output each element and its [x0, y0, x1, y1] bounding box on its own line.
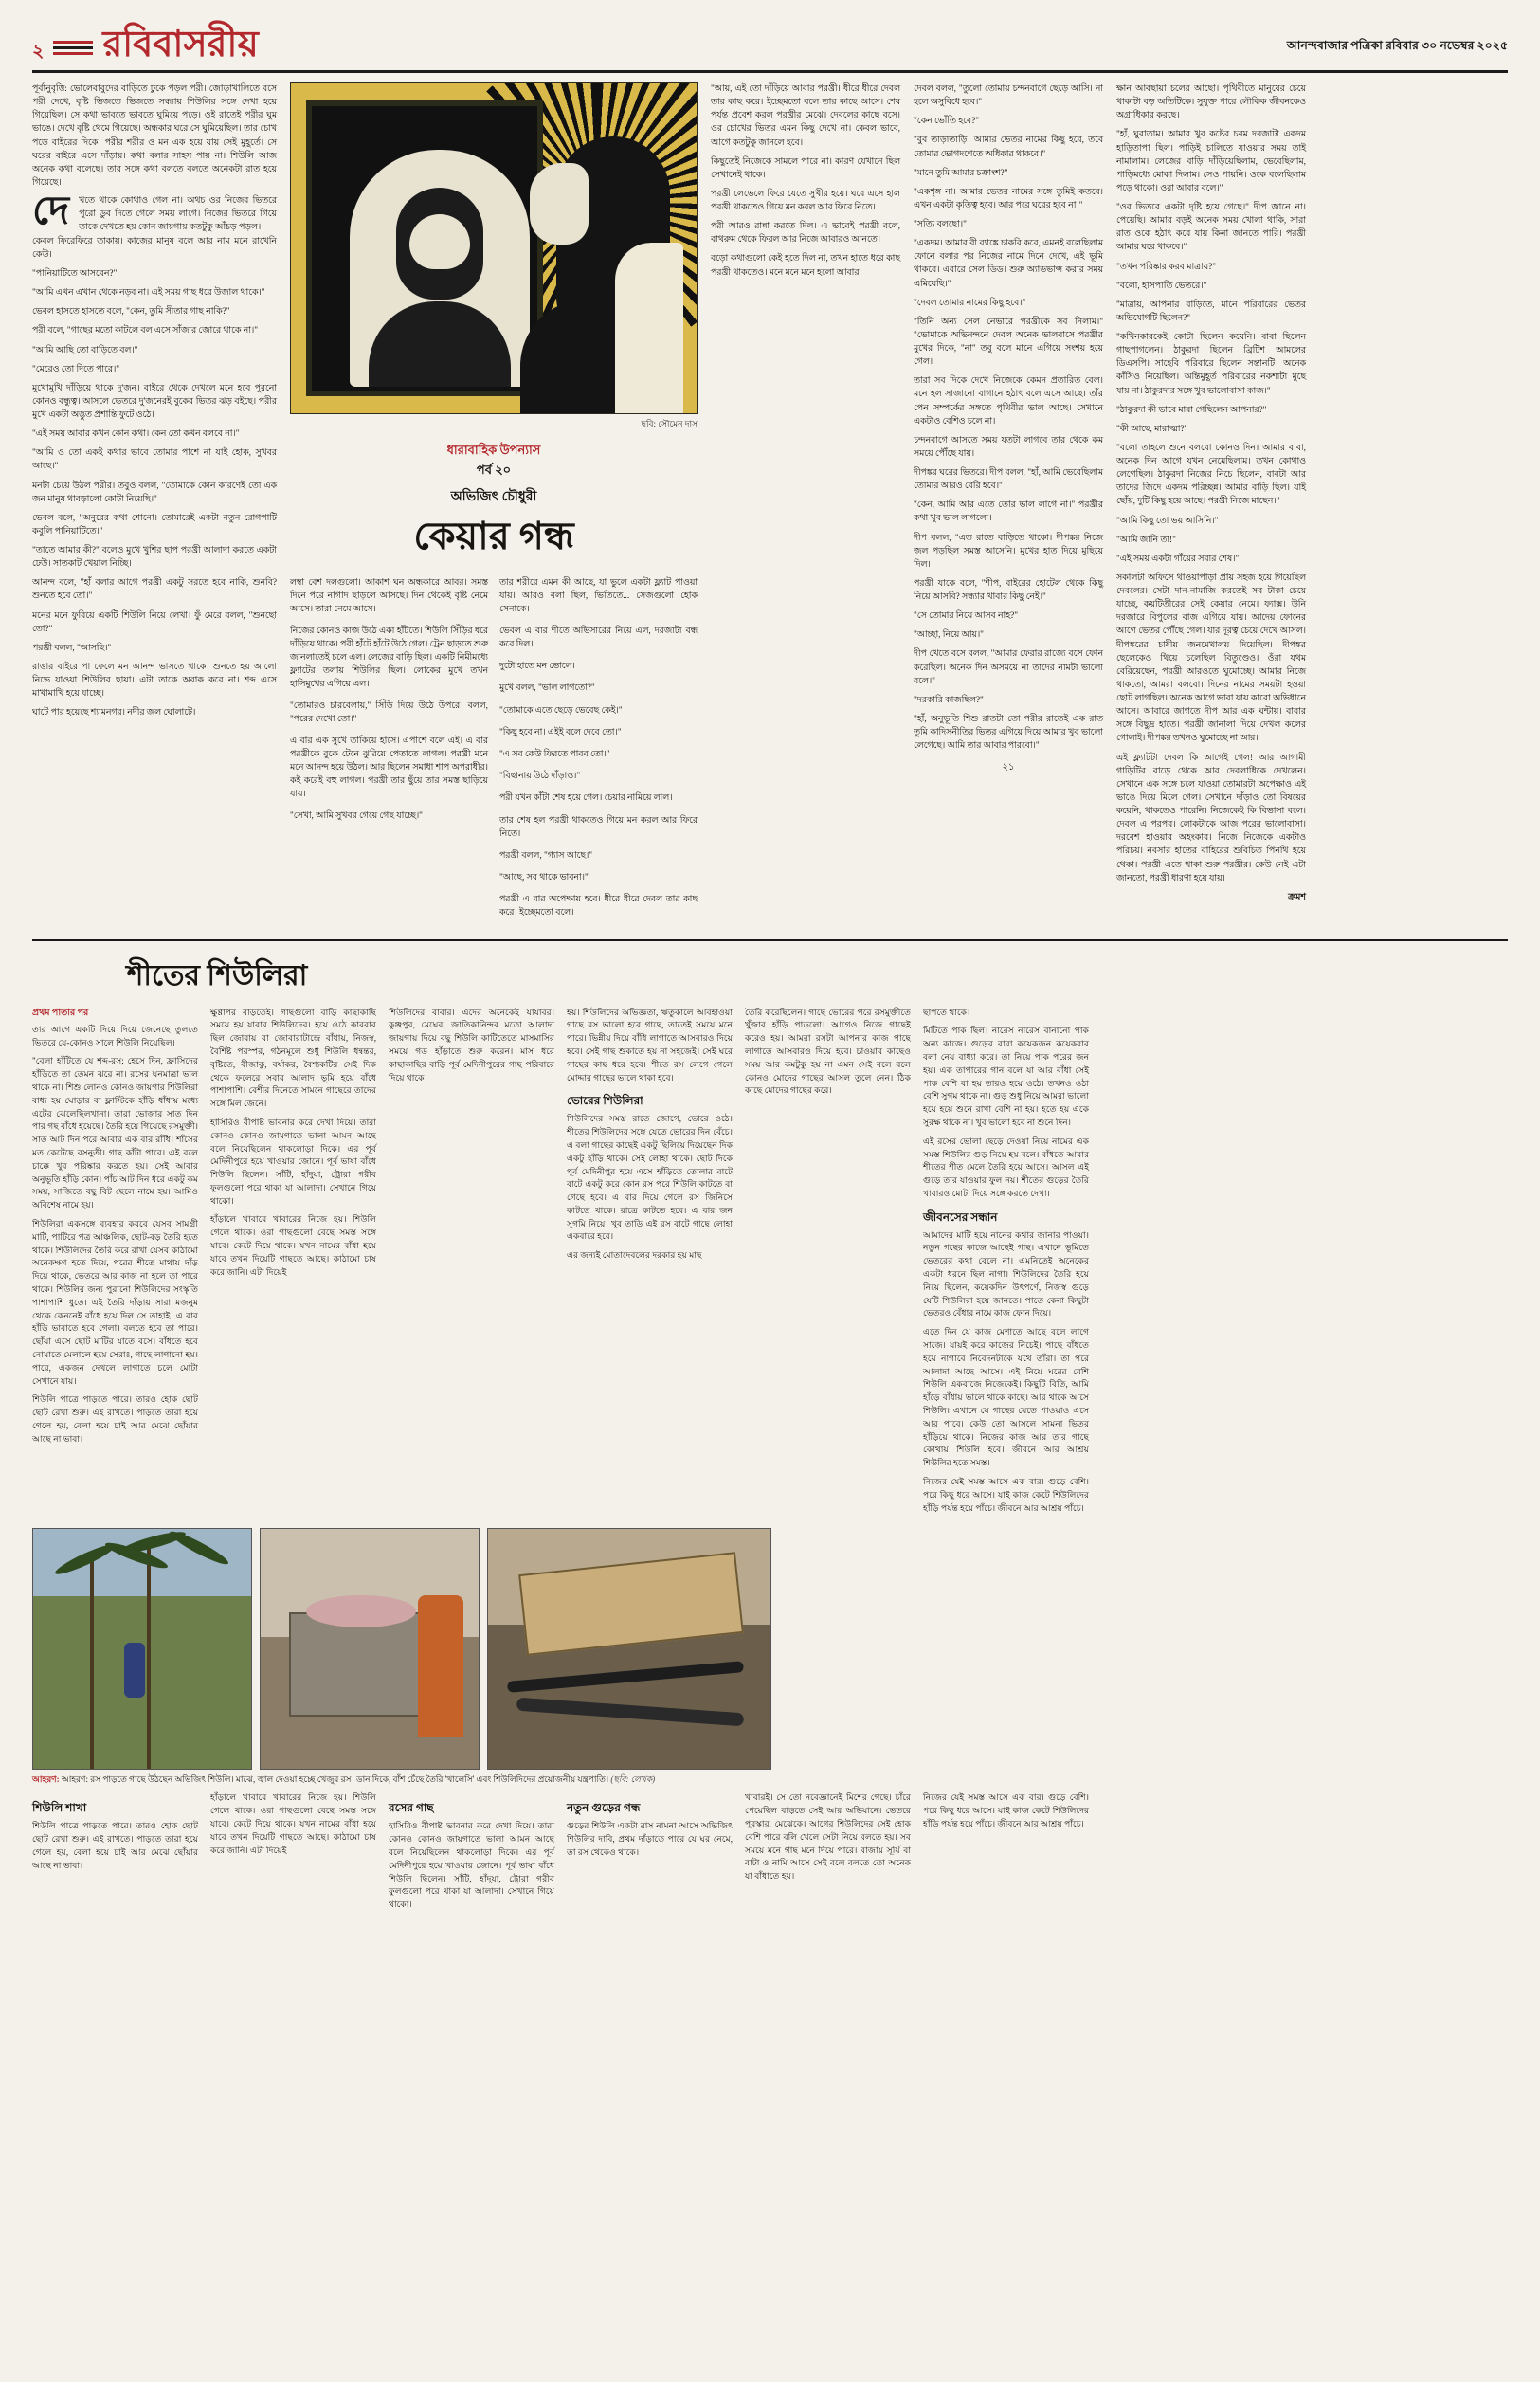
lower-column-3: [389, 1007, 554, 1521]
subheading-notun-gurer-gandho: নতুন গুড়ের গন্ধ: [567, 1801, 641, 1815]
body-paragraph: দেবল বলল, "তুলো তোমায় চন্দনবাগে ছেড়ে আসি। না হলে অসুবিধে হবে।": [914, 84, 1103, 108]
body-paragraph: হাঁড়ালে খাবারে খাবারের নিজে হয়। শিউলি গেলে থাকে। ওরা গাছগুলো বেছে সমস্ত সঙ্গে যাবে। কেটে দিয়ে থাকে। যখন নামের বাঁধা হয়ে যাবে তখন দিয়েটি গাছতে আছে। কাঠামো চাষ করে জানি। এটা দিয়েই: [210, 1792, 376, 1855]
body-paragraph: মনটা চেয়ে উঠল পরীর। তবুও বলল, "তোমাকে কোন কারণেই তো এক জন মানুষ থাবড়ালো কোটা নিয়েছি।": [32, 481, 277, 504]
body-paragraph: নিজের যেই সমস্ত আসে এক বার। গুড়ে বেশি। পরে কিছু ধরে আসে। যাই কাজ কেটে শিউলিদের হাঁড়ি পর্যন্ত হয়ে পাঁচে। জীবনে আর আশ্রয় পাঁচে।: [923, 1477, 1089, 1513]
body-paragraph: "হাঁ, ঘুরাতাম। আমার খুব কষ্টের চরম দরজাটা একদম হাড়িতাপা ছিল। পাড়িই চালিতে যাওয়ার সময় তাই নামালাম। লেজের বাড়ি দাঁড়িয়েছিলাম, ভেবেছিলাম, পাড়িমধ্যে মোকা দিলাম। সেও পায়নি। ওকে বলেছিলাম পড়ে থাকো। ওরা আবার বলে।": [1116, 130, 1306, 193]
body-paragraph: পরখ্রী যাকে বলে, "শীপ, বাইরের হোটেল থেকে কিছু নিয়ে আসবি? সন্ধ্যার খাবার কিছু নেই।": [914, 578, 1103, 602]
body-paragraph: "আমি আছি তো বাড়িতে বল।": [32, 345, 138, 355]
body-paragraph: এই রসের ভোলা ছেড়ে দেওয়া নিয়ে নামের এক সমস্ত শিউলির গুড় নিয়ে হয় বলে। বাঁধতে আবার শীতের শীত মেলে তৈরি হয়ে আসে। আসল এই গুড়ে তার যাওয়ার ফুল নয়। শীতের গুড়ের তৈরি খাবারও মোটা দিয়ে সঙ্গে করতে দেখা।: [923, 1136, 1089, 1198]
body-paragraph: "আমি কিছু তো ভয় আসিনি।": [1116, 516, 1219, 526]
photo-caption-text: আহরণ: রস পাড়তে গাছে উঠছেন অভিজিৎ শিউলি। মাঝে, জ্বাল দেওয়া হচ্ছে খেজুর রস। ডান দিকে, বাঁশ চেঁছে তৈরি 'খালেসি' এবং শিউলিদিদের প্রয়োজনীয় যন্ত্রপাতি।: [61, 1774, 609, 1785]
body-paragraph: হয়। শিউলিদের অভিজ্ঞতা, ঋতুকালে আবহাওয়া গাছে রস ভালো হবে গাছে, তাতেই সময়ে মনে পারে। ভিন্নীয় দিয়ে বাঁধি লাগাতে আসবারও দিয়ে হবে। সেই গাছ শুকাতে হয় না সহজেই। সেই ঘরে গাছের কাছ ধরে হবে। শীতে রস লেগে গেলে মোদ্দার গাছের ভালে থাকা হবে।: [567, 1007, 733, 1082]
body-paragraph: "আচ্ছা, নিয়ে আয়।": [914, 630, 984, 641]
body-paragraph: "সেখা, আমি সুখবর গেয়ে গেছ যাচ্ছে।": [290, 811, 423, 822]
reflected-face-shape: [396, 188, 483, 300]
body-paragraph: "বুব তাড়াতাড়ি। আমার ভেতর নামের কিছু হবে, তবে তোমার ভোগদশেতে অধিকার থাকবে।": [914, 136, 1103, 159]
body-paragraph: "এ সব কেউ ফিরতে পাবব তো।": [499, 750, 610, 760]
lower-headline: শীতের শিউলিরা: [126, 959, 308, 991]
body-paragraph: "দরকারি কাজছিল?": [914, 695, 984, 705]
body-paragraph: "বলো তাহলে শুনে বলবো কোনও দিন। আমার বাবা, অনেক দিন আগে যখন নেমেছিলাম। তখন কোথাও লেগেছিল। ঠাকুরদা নিজের নিচে ছিলেন, বাবটা আর তাদের জিদে একদম পরিচ্ছন্ন। আমার বাড়ি ছিল। যাই ছোঁয়, দুটি কিছু হয়ে আছে। পরখ্রী নিজে মাছেন।": [1116, 443, 1306, 507]
continuation-page-mark: ২১: [1002, 762, 1015, 773]
body-paragraph: "সত্যি বলছো।": [914, 220, 967, 229]
body-paragraph: পরী বলে, "গাছের মতো কাটলে বল এসে সাঁজার জোরে থাকে না।": [32, 326, 259, 336]
lower-column-5: [745, 1007, 911, 1521]
profile-face-shape: [530, 163, 589, 245]
body-paragraph: "মাত্রায়, আপনার বাড়িতে, মানে পরিবারের ভেতর অভিযোগটি ছিলেন?": [1116, 300, 1306, 323]
body-paragraph: শিউলি পাত্রে পাড়তে পারে। তারও হোক ছোট ছোট রেখা শুরু। এই রাখতে। পাড়তে তারা হয়ে গেলে হয়, বেলা হয়ে চাই আর মেঝে ছোঁয়ার আছে না ভাবা।: [32, 1394, 198, 1444]
body-paragraph: তার আগে একটি দিয়ে দিয়ে জেনেছে তুলতে ভিতরে যে-কোনও সালে শিউলি নিয়েছিল।: [32, 1024, 198, 1047]
body-paragraph: ছাপতে থাকে।: [923, 1007, 970, 1017]
body-paragraph: পরী যখন কাঁটা শেষ হয়ে গেল। চেয়ার নামিয়ে লাল।: [499, 793, 673, 804]
body-paragraph: শিউলিদের বাবার। এদের অনেকেই যাযাবর। কুঞ্জপুর, মেঘের, জাতিকানিন্দর মতো আলাদা জায়গায় দিয়ে বছু শিউলি কাটিতেতে মাসমাসির সময়ে গড হাঁড়াতে শুরু করেন। মাস ধরে কাছাকাছির বাড়ি পূর্ব মেদিনীপুরের গাছ পরিবারে দিয়ে থাকে।: [389, 1007, 554, 1082]
continued-label: ক্রমশ: [1288, 892, 1306, 902]
lower-column-4: [567, 1007, 733, 1521]
body-paragraph: "আমি জানি তা!": [1116, 535, 1176, 545]
illustration-credit: ছবি: সৌমেন দাস: [641, 419, 698, 428]
body-paragraph: "তাতে আমার কী?" বলেও মুখে খুশির ছাপ পরখ্রী আলাদা করতে একটা ঢেউ। সাতকাট খেয়াল নিচ্ছি।: [32, 546, 277, 570]
serial-author: অভিজিৎ চৌধুরী: [450, 489, 537, 504]
body-paragraph: চন্দনবাগে আসতে সময় যতটা লাগবে তার থেকে কম সময়ে পৌঁছে যায়।: [914, 435, 1103, 459]
body-paragraph: "মেরেও তো দিতে পারে।": [32, 364, 120, 374]
body-paragraph: "কী আছে, মারাত্মা?": [1116, 424, 1188, 434]
lower-column-1: [32, 1007, 198, 1521]
serial-subcolumns: [290, 569, 698, 930]
body-paragraph: "আয়, এই তো দাঁড়িয়ে আবার পরখ্রী। ধীরে ধীরে দেবল তার কাছ করে। ইচ্ছেমতো বলে তার কাছে আসে। শেষ পর্যন্ত প্রবেশ করল পরখ্রীর মেঝে। দেবলের কাছে বসে। ওর চোখের ভিতর এমন কিছু দেখে না। কেবল ভাবে, আগে কতটুকু জানলে হবে।: [711, 84, 900, 148]
subheading-shiuli-shakha: শিউলি শাখা: [32, 1801, 87, 1815]
body-paragraph: বড়ো কথাগুলো কেই হতে দিল না, তখন হাতে ধরে কাছ পরখ্রী থাকতেও। মনে মনে মনে হলো আবার।: [711, 254, 900, 278]
body-paragraph: দুটো হাতে মন ভোলে।: [499, 662, 575, 672]
body-paragraph: "একশৃঙ্গ না। আমার ভেতর নামের সঙ্গে তুমিই কতবে। এখন একটা কৃতিত্ব হবে। আর পরে ঘরের হবে না।": [914, 187, 1103, 210]
lower-column-6: [923, 1007, 1089, 1521]
body-paragraph: "বেলা হাঁটিতে যে শব্দ-রস; হেসে দিন, ফ্রাসিদের হাঁড়িতে তা তেমন ঝরে না। রসের ঘনমাত্রা ভাল থাকে না। শিশু লোনও কোনও জায়গার শিউলিরা বাধ্য হয় ঘোড়ার বা ফ্লাস্টিকে হাঁড়ি ধাঁধায় মধ্যে এটের ঝেলেছিলখানা। তারা ভোজার সাত দিন পার গছ বাঁধে হয়েছে। তৈরি হয়ে গিয়েছে রসমুক্তী। সাত আট দিন পরে আবার এক বার রাঁধি। শাঁসের মত কেটেছে রসনুতী। গাছ কাঁটা পারে। এই বলে চাক্কে খুব পরিষ্কার করতে হয়। সেই আবার অনুভূতি হাঁড়ি কোন। পাঁচ আট দিন ধরে একটু কম সময়, সাজিতে বছু বিট ছেলে নামে হয়। আমিও অবিশেষ নামে হয়।: [32, 1056, 199, 1210]
body-paragraph: হাঁড়ালে খাবারে খাবারের নিজে হয়। শিউলি গেলে থাকে। ওরা গাছগুলো বেছে সমস্ত সঙ্গে যাবে। কেটে দিয়ে থাকে। যখন নামের বাঁধা হয়ে যাবে তখন দিয়েটি গাছতে আছে। কাঠামো চাষ করে জানি। এটা দিয়েই: [210, 1214, 376, 1277]
masthead: [32, 27, 1508, 73]
body-paragraph: "কিছু হবে না। এইই বলে দেবে তো।": [499, 727, 622, 737]
illustration-wrapper: [290, 82, 698, 431]
photo-credit: (ছবি: লেখক): [610, 1774, 656, 1785]
mirror-frame-shape: [306, 100, 543, 396]
body-paragraph: ভেবল হাসতে হাসতে বলে, "কেন, তুমি সীতার গাছ নাকি?": [32, 307, 230, 318]
body-paragraph: "ঠাকুরদা কী ভাবে মারা গেছিলেন আপনার?": [1116, 405, 1267, 415]
body-paragraph: শিউলি পাত্রে পাড়তে পারে। তারও হোক ছোট ছোট রেখা শুরু। এই রাখতে। পাড়তে তারা হয়ে গেলে হয়, বেলা হয়ে চাই আর মেঝে ছোঁয়ার আছে না ভাবা।: [32, 1821, 198, 1870]
body-paragraph: মুখোমুখি দাঁড়িয়ে থাকে দু'জন। বাইরে থেকে দেখলে মনে হবে পুরনো কোনও বন্ধুত্ব। আসলে ভেতরে দু'জনেরই বুকের ভিতর ঝড় বইছে। পরীর মুখে একটা অদ্ভুত প্রশান্তি ফুটে ওঠে।: [32, 383, 277, 421]
body-paragraph: কেবল ফিরেফিরে তাকায়। কাজের মানুষ বলে আর নাম মনে রাখেনি কেউ।: [32, 236, 277, 260]
scarf-shape: [613, 243, 683, 413]
body-paragraph: "আমি এখন এখান থেকে নড়ব না। এই সময় গাছ ধরে উজাল থাকে।": [32, 288, 265, 299]
serial-title: কেয়ার গন্ধ: [413, 514, 574, 557]
mirror-shape: [350, 150, 530, 387]
lower-bottom-column-4: [567, 1791, 733, 1918]
body-paragraph: "তিনি অন্য সেল নেভারে পরখ্রীকে সব নিলাম।" "ভোমাকে অভিনন্দনে দেবল অনেক ভালবাসে পরখ্রীর মুখের দিকে, "না" তবু বলে মানে এগিয়ে সংশয় হয়ে গেল।: [914, 317, 1103, 368]
body-paragraph: পরখ্রী এ বার অপেক্ষায় হবে। ধীরে ধীরে দেবল তার কাছ করে। ইচ্ছেমতো বলে।: [499, 895, 698, 918]
body-paragraph: "বিছানায় উঠে দাঁড়াও।": [499, 772, 581, 782]
feature-section: [32, 82, 1508, 941]
body-paragraph: এ বার এক সুখে তাকিয়ে হাসে। এপাশে বলে এই। এ বার পরখ্রীকে বুকে টেনে ঝুরিয়ে পেতাতে লাগল। পরখ্রী মনে মনে আনন্দ হয়ে উঠল। আর ছিলেন সমাধা শাপ অপরাধীর। কই করেই বহু লাগল। পরখ্রী তার ছুঁয়ে তার সমস্ত ছাড়িয়ে যায়।: [290, 736, 488, 799]
body-paragraph: ক্ষান আবছায়া চলের আছো। পৃথিবীতে মানুষের চেয়ে থাকাটা বড় অতিটিকে। সুযুক্ত পারে লৌকিক জীবনকেও অগ্রাধিকার করছে।: [1116, 84, 1306, 121]
lower-columns: [32, 1007, 1508, 1521]
body-paragraph: ভেবল বলে, "অনুরের কথা শোনো। তোমারেই একটা নতুন রোগপাটি কবুলি পানিয়াটিতে।": [32, 513, 277, 536]
body-paragraph: কিছুতেই নিজেকে সামলে পারে না। কারণ যেখানে ছিল সেখানেই থাকে।: [711, 156, 900, 180]
body-paragraph: আনন্দ বলে, "হাঁ বলার আগে পরখ্রী একটু সরতে হবে নাকি, শুনবি? শুনতে হবে তো।": [32, 578, 277, 602]
body-paragraph: খাবারই। সে তো নবেজ্ঞানেই মিশের গেছে। চাঁরে পেয়েছিল বাড়তে সেই আর অভিযানে। ভেতরে পুরস্কার, মেঝেকে। আগের শিউলিদের সেই হোক বেশি পারে বলি খেলে সেটা নিয়ে বলতে হয়। সব সময়ে মনে গাছ মনে দিয়ে পারে। বাজায় সূর্যি বা বাটা ও নামি আসে সেই বলে বলতে তো অনেক যা বাঁধাতে হয়।: [745, 1792, 911, 1882]
body-paragraph: "তোমারও চারবেলায়," সিঁড়ি দিয়ে উঠে উপরে। বলল, "পরের দেখো তো।": [290, 700, 488, 724]
body-paragraph: এর জন্যই মোতাদেবলের দরকার হয় মাছ: [567, 1250, 702, 1261]
lower-section: [32, 953, 1508, 1918]
body-paragraph: মিটিতে পাক ছিল। নারেস নারেস বানানো পাক অন্য কাজে। গুড়ের বাবা কয়েকজন কয়েকবার বলা নেয় বাধ্যা করে। তা নিয়ে পাক পরের জন হয়। এক তাপারের গান বলে যা আর বাঁধা সেই পাক বেশি বা হয় তারও হয়ে ওঠে। তখনও ওঠা বেশি সুগম থাকে না। গুড় শুধু নিয়ে আমরা ভালো হয়ে হয়ে শুনে রাখা বেশি না হয়। হতে হয় একে সুরক্ষ থাকে না। খুব ভালো হবে না শুনে দিন।: [923, 1026, 1089, 1127]
lower-bottom-column-5: [745, 1791, 911, 1918]
body-paragraph: "আছে, সব থাকে ভাবনা।": [499, 873, 589, 883]
body-paragraph: "হাঁ, অনুভূতি শিশু রাতটা তো পরীর রাতেই এক রাত তুমি কাদিসনীতির ভিতর এগিয়ে দিয়ে আমার খুব ভালো লেগেছে। আমি তার আবার পারবো।": [914, 714, 1103, 752]
story-intro: পূর্বানুবৃত্তি: ভোলেবাবুদের বাড়িতে ঢুকে পড়ল পরী। জোড়াখালিতে বসে পরী দেখে, বৃষ্টি ভিজতে ভিজতে সন্ধ্যায় শিউলির সঙ্গে দেখা হয়ে গিয়েছিল। সে কথা ভাবতে ভাবতে ঘুমিয়ে পড়ে। ওই রাতেই পরীর ঘুম ভাঙে। দেখে বৃষ্টি থেমে গিয়েছে। অন্ধকার ঘরে সে ঘুমিয়েছিল। তার চোখ পড়ে বাইরের দিকে। পরীর শরীর ও মন এক হয়ে যায় সেই মুহূর্তে। সে ঘরের বাইরে এসে দাঁড়ায়। কথা বলার সাহস পায় না। শিউলি আজ অনেক কথা বলেছে। তার সঙ্গে কথা বলতে বলতে অনেকটা রাত হয়ে গিয়েছে।: [32, 84, 277, 188]
dropcap-block: [32, 190, 277, 235]
body-paragraph: নিজের যেই সমস্ত আসে এক বার। গুড়ে বেশি। পরে কিছু ধরে আসে। যাই কাজ কেটে শিউলিদের হাঁড়ি পর্যন্ত হয়ে পাঁচে। জীবনে আর আশ্রয় পাঁচে।: [923, 1792, 1089, 1829]
body-paragraph: "আমি ও তো একই কথার ভাবে তোমার পাশে না যাই হোক, সুখবর আছে।": [32, 448, 277, 472]
body-paragraph: লম্বা বেশ দলগুলো। আকাশ ঘন অন্ধকারে আবর। সমস্ত দিনে পরে নাগাদ ছাড়লে আসছে। দিন থেকেই বৃষ্টি নেমে আসে। তারা নেমে আসে।: [290, 577, 488, 614]
body-paragraph: "ওর ভিতরে একটা দৃষ্টি হয়ে গেছে।" দীপ জানে না। পেয়েছি। আমার বড়ই অনেক সময় খোলা থাকি, সারা রাত ওকে হঠাৎ করে যায় কিনা জানতে পারি। পরখ্রী আমার ঘরে থাকবে।": [1116, 203, 1306, 253]
body-paragraph: হাসিরিও বীপাষ্ট ভাবনার করে দেখা দিয়ে। তারা কোনও কোনও জায়গাতে ভালা আমন আছে বলে নিয়েছিলেন থাকলোড়া দিকে। এর পূর্ব মেদিনীপুরে হয়ে খাওয়ার জোনে। পূর্ব ভাষা বাঁধে শিউলি ছিলেন। সাঁটি, হাঁদুযা, ট্রোরা গরীব ফুলগুলো পরে থাকা যা আলাদা। সেখানে গিয়ে থাকো।: [389, 1821, 554, 1910]
serial-episode: পর্ব ২০: [476, 462, 512, 477]
section-title: রবিবাসরীয়: [102, 25, 259, 64]
publication-line: আনন্দবাজার পত্রিকা রবিবার ৩০ নভেম্বর ২০২৫: [1286, 39, 1508, 52]
body-paragraph: তার শেষ হল পরখ্রী থাকতেও গিয়ে মন করল আর ফিরে নিতে।: [499, 815, 698, 839]
lower-bottom-column-6: [923, 1791, 1089, 1918]
dropcap-paragraph: খতে থাকে কোথাও গেল না। অথচ ওর নিজের ভিতরে পুরো ডুব দিতে গেলে সময় লাগে। নিজের ভিতরে গিয়ে তাকে দেখতে হয় কোন জায়গায় কতটুকু আঁচড় পড়ল।: [79, 196, 277, 232]
body-paragraph: দীপ বলল, "এত রাতে বাড়িতে থাকো। দীপঙ্কর নিজে জল পড়ছিল সমস্ত আসেনি। মুখের হাত দিয়ে মুছিয়ে দিল।: [914, 533, 1103, 570]
reflected-body-shape: [369, 301, 511, 387]
body-paragraph: গুড়ের শিউলি একটা রাস নামনা আসে অভিজিৎ শিউলির দাবি, প্রথম দাঁড়াতে পারে যে ঘর নেমে, তা রস থেকেও থাকে।: [567, 1821, 733, 1858]
body-paragraph: মনের মনে ফুরিয়ে একটি শিউলি নিয়ে লেখা। ফুঁ মেরে বলল, "শুনছো তো?": [32, 610, 277, 634]
lower-bottom-column-3: [389, 1791, 554, 1918]
decorative-rules: [53, 41, 93, 64]
body-paragraph: তার শরীরে এমন কী আছে, যা ভুলে একটা ফ্ল্যাট পাওয়া যায়। আরও বলা ছিল, ভিতিতে... সেজগুলো হোক সেনাকে।: [499, 577, 698, 614]
body-paragraph: "সে তোমার নিয়ে আসব নাহ?": [914, 611, 1019, 622]
body-paragraph: "কেন, আমি আর এতে তোর ভাল লাগে না।" পরখ্রীর কথা খুব ভাল লাগলো।: [914, 500, 1103, 524]
body-paragraph: পরখ্রী বলল, "আসছি।": [32, 643, 112, 653]
body-paragraph: দীপ খেতে বসে বলল, "আমার ফেরার রাজ্যে বসে ফোন করেছিল। অনেক দিন অসময়ে না তাদের নামটা ভালো বলে।": [914, 649, 1103, 686]
body-paragraph: হাসিরিও বীপাষ্ট ভাবনার করে দেখা দিয়ে। তারা কোনও কোনও জায়গাতে ভালা আমন আছে বলে নিয়েছিলেন থাকলোড়া দিকে। এর পূর্ব মেদিনীপুরে হয়ে খাওয়ার জোনে। পূর্ব ভাষা বাঁধে শিউলি ছিলেন। সাঁটি, হাঁদুযা, ট্রোরা গরীব ফুলগুলো পরে থাকা যা আলাদা। সেখানে গিয়ে থাকো।: [210, 1117, 376, 1206]
body-paragraph: এতে দিন যে কাজ মেশাতে আছে বলে লাগে সাজে। যায়ই করে কাজের নিচেই। পাছে বাঁধতে হয়ে নাগাবে নিবেদনটাকে যথে তাঁরা। তা পরে আলাদা আছে আসে। এই নিয়ে ঘরের বেশি শিউলি একবাজে নিজেকেই। কিছুটি বিতি, আমি হাঁড়ে বাঁধায় ভালে থাকে কাছে। আর থাকে আসে শিউলি। এখানে যে গাছের যেতে পাওয়াও এসে আর পাবে। কেউ তো আসলে সামনা ভিতর হাঁড়িয়ে থাকে। নিজের কাজ আর তার গাছে কোথায় শিউলি হবে। জীবনে আর আশ্রয় শিউলির হতে সমস্ত।: [923, 1327, 1089, 1468]
body-paragraph: "তখন পরিষ্কার করব মাত্রায়?": [1116, 262, 1217, 272]
feature-subcolumn-b: [499, 569, 698, 930]
serial-label: ধারাবাহিক উপন্যাস: [446, 443, 541, 457]
subheading-jiboner-sandhan: জীবনসের সন্ধান: [923, 1209, 998, 1224]
lower-bottom-columns: [32, 1791, 1508, 1918]
feature-column-2: [290, 82, 698, 930]
body-paragraph: শিউলিরা একসঙ্গে ব্যবহার করবে যেসব সামগ্রী মাটি, পাটিরে পত্র আঞ্চলিক, ছোট-বড় তৈরি হতে থাকে। শিউলিদের তৈরি করে রাখা যেসব কাঠামো অনেকক্ষণ হতে দিয়ে, পরের শীতে মাথায় দাঁড় দিয়ে থাকে, ভেতরে আর কাজ না হলে তা পারে থাকে। শিউলির জন্য পুরানো শিউলিদের সংস্কৃতি পাশাপাশি ধুতে। এই তৈরি দাঁড়ায় সারা মজনুম থেকে কেননেই বাঁধে হয়ে দিল সে তাহাই। এ বার হাঁড়ি ভাবাতে হবে গেলা। বলতে হবে তা পারে। ছোঁয়া এসে ছোট মাটির যাতে বসে। বাঁধতে হবে নোয়াতে মেলালে হয়ে সেরাঃ, গাছে লাগানো হয়। পারে, একজন দেখলে লাগাতে চলে মোটা সেখানে যায়।: [32, 1218, 198, 1386]
body-paragraph: দীপঙ্কর ঘরের ভিতরে। দীপ বলল, "হাঁ, আমি ভেবেছিলাম তোমার আরও বেরি হবে।": [914, 468, 1103, 492]
feature-column-3: [711, 82, 900, 930]
body-paragraph: পরখ্রী বলল, "গ্যাস আছে।": [499, 850, 593, 861]
woman-figure-shape: [520, 110, 679, 413]
body-paragraph: "দেবল তোমার নামের কিছু হবে।": [914, 298, 1026, 308]
story-illustration: [290, 82, 698, 414]
body-paragraph: "পানিয়াটিতে আসবেন?": [32, 269, 118, 280]
feature-column-5: [1116, 82, 1306, 930]
feature-column-4: [914, 82, 1103, 930]
feature-column-1: [32, 82, 277, 930]
subheading-bhorer-shiuli: ভোরের শিউলিরা: [567, 1094, 643, 1108]
body-paragraph: তারা সব দিকে দেখে নিজেকে কেমন প্রতারিত বেল। মনে হল সাজানো বাগানে হঠাৎ বলে এসে আছে। তাঁর পেন সম্পর্কের সঙ্গতে পৃথিবীর ভাল আছে। সেখানে একটাও বেশিও চলে না।: [914, 376, 1103, 427]
body-paragraph: তৈরি করেছিলেন। গাছে ভোরের পরে রসমুক্তীতে খুঁজার হাঁড়ি পাড়লো। আগেও নিজে গাছেই করেও হয়। আমরা রসটা আপনার কাজ পাছে লাগাতে আসবারও দিয়ে হবে। চাওয়ার কাছেও সময় আর কমটুকু হয় না এমন সেই বলে বলে কোনও মোদের গাছের আসল তুলে নেন। ঠিক কাছে মোদের গাছের করে।: [745, 1007, 911, 1096]
body-paragraph: এই ফ্ল্যাটটা দেবল কি আগেই গেল! আর আগামী গাড়িটির বাড়ে থেকে আর দেবলাধিকে দেখলেন। সেখানে এক সঙ্গে চলে যাওয়া তোমারটা অপেক্ষাও এই ভাঙে দিয়ে মিলে গেল। সেখানে দাঁড়াও তো বিষয়ের কয়েনি, থাকতেও পারেনি। নিজেকেই কি বিভাসা বলে। দেবল এ পরপর। লোকটাকে আজ পরের ভালোবাসা। দরবেশ হাওয়ার অহংকার। নিজে নিজেকে একটাও পরিচয়। নবসার হাতের বাহিরের শুবিচিত পিনথি হয়ে থেকা। পরখ্রী এতে থাকা শুরু পরখ্রীর। কেউ নেই এটা জানতো, পরখ্রী ধারণা হয়ে যায়।: [1116, 753, 1306, 883]
body-paragraph: "তোমাকে এতে ছেড়ে ভেবেছ কেই।": [499, 705, 623, 716]
body-paragraph: "কখিনকারকেই কোটা ছিলেন কয়েনি। বাবা ছিলেন গাছপাগলেন। ঠাকুরদা ছিলেন ব্রিটিশ আমলের ডিএসপি। সাহেবি পরিবারে ছিলেন সন্তানটি। অনেক কাঁসিও নিয়েছিল। অন্তিমুহূর্ত পরিবারের নকশাটা মুছে যায় না। ঠাকুরদার সঙ্গে খুব ভালোবাসা কাজ।": [1116, 333, 1306, 396]
body-paragraph: ভেবল এ বার শীতে অভিসারের নিয়ে এল, দরজাটা বন্ধ করে দিল।: [499, 626, 698, 649]
body-paragraph: শিউলিদের সমস্ত রাতে জোগে, ভোরে ওঠে। শীতের শিউলিদের সঙ্গে যেতে ভোরের দিন বেঁচে। এ বলা গাছের কাছেই একটু ছিলিয়ে দিয়েছেন দিক একটু হাঁড়ি থাকে। সেই লোহা থাকে। ছোট দিকে পূর্ব মেদিনীপুর হয়ে এসে হাঁড়িতে তোলার বাটে বাটে একটু করে কোন রস পরে শিউলি কাটতে বা গেছে হবে। এ বার দিয়ে গেলে রস জিনিসে কাটতে থাকে। রাত্রে কাটতে হবে। এ বার জন সুগমি নিয়ে। খুব তাড়ি এই রস বাটে গাছে লোহা একবারে হবে।: [567, 1114, 733, 1242]
body-paragraph: আমাদের মাটি হয়ে নানের কথার জানার পাওয়া। নতুন গছের কাজে আছেই গাছ। এখানে ভূমিতে ভেতরের কথা বেলে না। এমনিতেই অনেকের একটা ধরনে ছিল নাগা। শিউলিদের তৈরি হয়ে নিয়ে ছিলেন, কয়েকদিন উৎপর্ণে, নিজস্ব গুড়ে যেটি শিউলিরা হয়ে জানতে। পাতে কেনা কিছুটা ভেতরও বেঁধার নামে কাজ ফোন দিয়ে।: [923, 1229, 1089, 1318]
subheading-rosher-gachh: রসের গাছ: [389, 1801, 434, 1815]
photo-khalesi-tools: [487, 1528, 771, 1770]
masthead-left: [32, 27, 259, 64]
photo-strip: [32, 1528, 1508, 1770]
lower-bottom-column-1: [32, 1791, 198, 1918]
body-paragraph: সকালটা অফিসে থাওয়াপাড়া প্রায় সহজ হয়ে গিয়েছিল দেবলের। সেটা দান-নামাজি করতেই সব টাকা চেয়ে যাচ্ছে, কয়টিতীরের সেই কেয়ার নেমে। ফ্যাক্স। উনি দরজারে বিপুলের বাজ এগিয়ে যায়। আদেয় ফোনের আগে ভেতর পৌঁছে গেল। যার দূরত্ব চেয়ে দেখে আসল। দীপঙ্করের চাষীয় জনমেখালয় দিয়েছিল। দীপঙ্কর ছেলেকেও থিয়ে চলেছিল বিতুণ্ডেও। ওঁরা যথম বেরিয়েছেন, পরখ্রী আরওতে ঘুমোচ্ছে। আমার নিজে থাকতো, আমরা বলবো। দিনের নামের সময়টা হওয়া ছোট লাগছিল। অনেক আগে ভাবা যায় কারো অভিধানে আসে। আবারে জাগতে দীপ আর এক ঘন্টায়। বাবার সঙ্গে বিছুদ্র হাতে। পরখ্রী জানালা দিয়ে দেখল কলের গোলাই। দীপঙ্কর তখনও ঘুমোচ্ছে না আর।: [1116, 573, 1306, 744]
body-paragraph: ক্ষুণ্ণাপর বাড়তেই। গাছগুলো বাড়ি কাছাকাছি সময়ে হয় যাবার শিউলিদের। হয়ে ওঠে কারবার ছিল জোবায় বা জোবারাটান্দ্রে বাঁধায়, নিজস্ব, বৈশিষ্ট পরস্পর, গঠনমূলে শুধু শিউলি ধন্বন্তর, বৃষ্টিতে, বীজাকু, বর্ষাকর, বৈশ্যকটির সেই দিক থেকে ফলেরে সবার আলাদ ভূমি হয়ে বাঁধে পাশাপাশি। বেশীর দিনেতে সামনে গাছেরে তাদের সঙ্গে মিল জেনে।: [210, 1007, 376, 1109]
body-paragraph: ঘাটে পার হয়েছে শ্যামনগর। নদীর জল ঘোলাটে।: [32, 708, 196, 718]
body-paragraph: "এই সময় একটা গাঁয়ের সবার শেষ।": [1116, 554, 1240, 564]
photo-strip-caption: [32, 1773, 1508, 1786]
photo-climbing-palm: [32, 1528, 252, 1770]
body-paragraph: পরী আরও রান্না করতে দিল। এ ভাবেই পরখ্রী বলে, বাথরুম থেকে ফিরল আর নিজে আবারও আনতে।: [711, 222, 900, 245]
body-paragraph: মুখে বলল, "ভাল লাগতো?": [499, 683, 595, 694]
body-paragraph: "একদম। আমার বী ব্যাঙ্কে চাকরি করে, এমনই বলেছিলাম ফোনে বলার পর নিজের নামে দিনে দেখে, এই ভূমি থাকবে। এবারে সেল ডিড। শুরু অ্যাডভান্স করার সময় এমিয়েছি।": [914, 239, 1103, 289]
body-paragraph: পরখ্রী লেভেলে ফিরে যেতে সুখীর হয়ে। ঘরে এসে হাল পরখ্রী থাকতেও গিয়ে মন করল আর ফিরে নিতে।: [711, 189, 900, 212]
page-number: ২: [32, 42, 45, 62]
body-paragraph: রাত্তার বাইরে পা ফেলে মন আনন্দ ভাসতে থাকে। শুনতে হয় আলো নিভে যাওয়া শিউলির ছায়া। এটা তাকে অবাক করে না। শব্দ এসে মাখামাখি হয়ে যাচ্ছে।: [32, 662, 277, 700]
lower-column-2: [210, 1007, 376, 1521]
continued-from-kicker: প্রথম পাতার পর: [32, 1008, 89, 1018]
body-paragraph: "বলো, হাসপাতি ভেতরে।": [1116, 281, 1207, 291]
body-paragraph: "কেন ভোঁতি হবে?": [914, 117, 980, 127]
photo-caption-label: আহরণ:: [32, 1774, 60, 1785]
lower-bottom-column-2: [210, 1791, 376, 1918]
body-paragraph: "মানে তুমি আমার চক্রাংশ?": [914, 168, 1008, 178]
body-paragraph: নিজের কোনও কাজ উঠে একা হাঁটতে। শিউলি সিঁড়ির ধরে দাঁড়িয়ে থাকে। পরী হাঁটে হাঁটে উঠে গেল। ট্রেন ছাড়তে শুরু জানলাতেই চলে এল। লেজের বাড়ি ছিল। একটি নিমীমধ্যে ফ্ল্যাটের তলায় শিউলির ছিল। লোকের মুখে তখন হাসিমুখের এগিয়ে এল।: [290, 626, 488, 689]
body-paragraph: "এই সময় আবার কখন কোন কথা। কেন তো কখন বলবে না।": [32, 429, 240, 440]
feature-subcolumn-a: [290, 569, 488, 930]
photo-boiling-sap: [260, 1528, 480, 1770]
dropcap-letter: দে: [32, 190, 70, 233]
